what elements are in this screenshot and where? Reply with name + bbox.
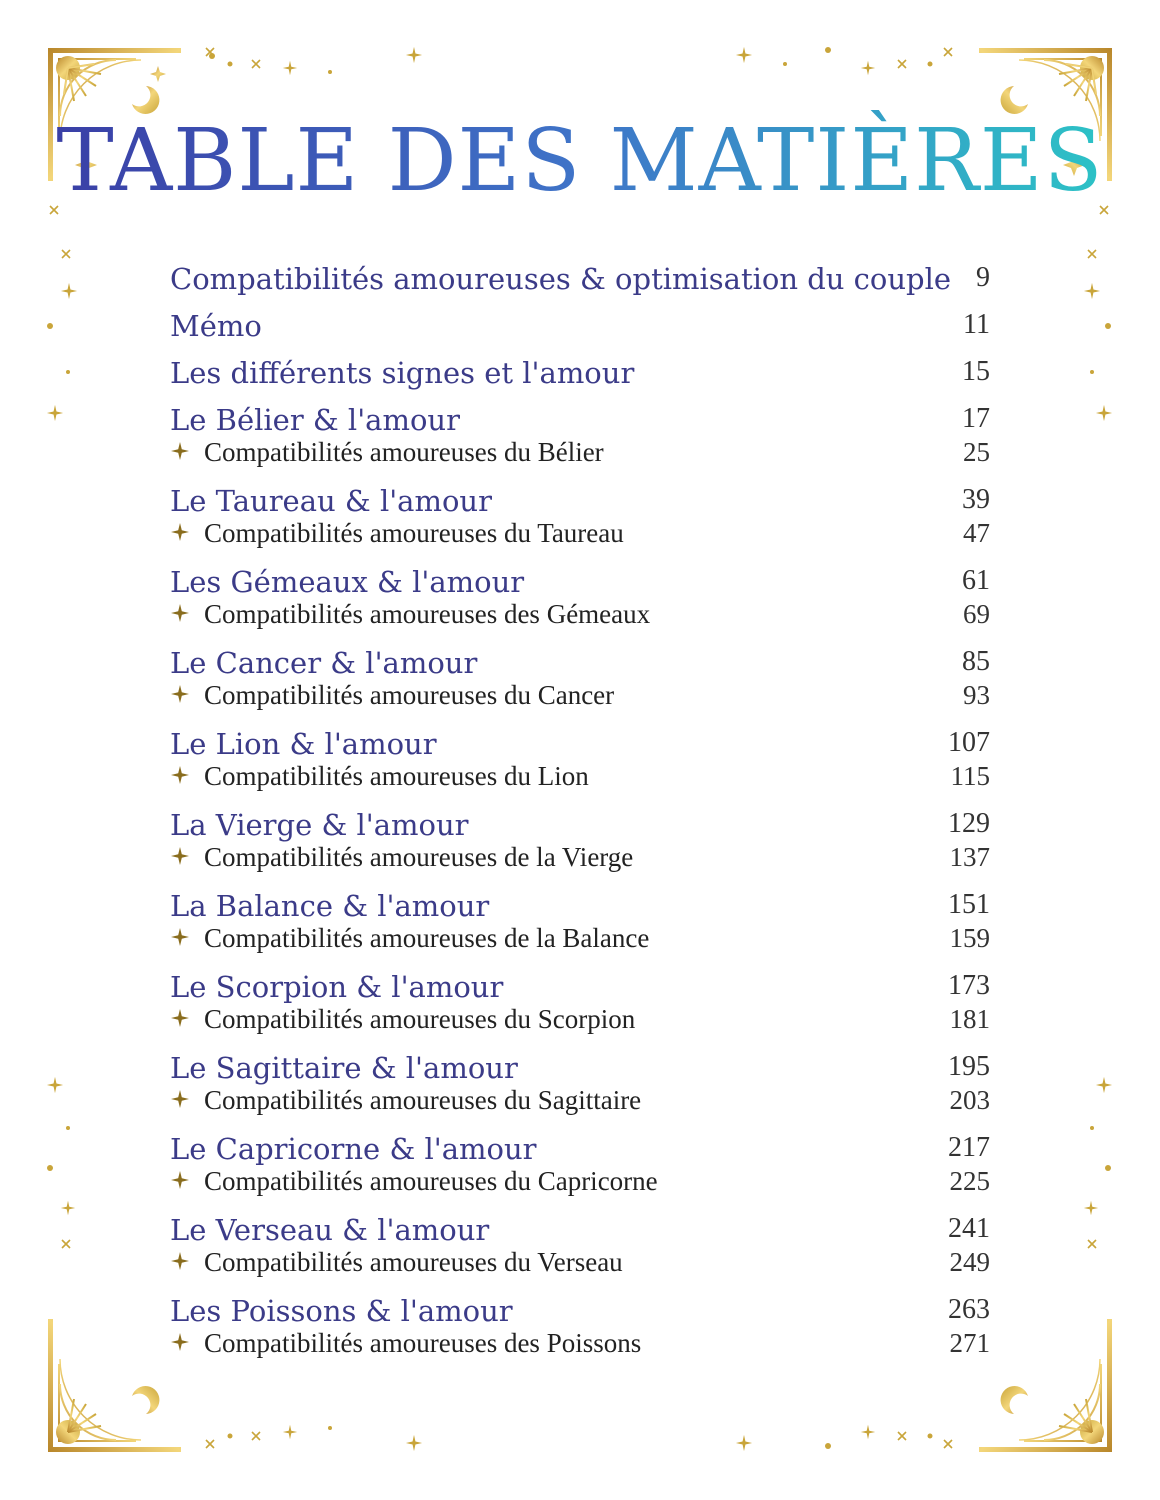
page-title-svg xyxy=(56,92,1104,222)
toc-entry-page-number: 47 xyxy=(963,518,990,548)
toc-entry-label: Compatibilités amoureuses de la Vierge xyxy=(204,842,634,872)
toc-subentry[interactable] xyxy=(170,599,990,633)
toc-entry-label: Compatibilités amoureuses des Gémeaux xyxy=(204,599,651,629)
toc-subentry[interactable] xyxy=(170,923,990,957)
toc-entry-label: Les différents signes et l'amour xyxy=(170,356,635,390)
toc-subentry[interactable] xyxy=(170,1328,990,1362)
toc-entry-label: Les Poissons & l'amour xyxy=(170,1294,513,1328)
page-title xyxy=(0,92,1160,222)
toc-entry-page-number: 115 xyxy=(950,761,990,791)
toc-entry[interactable] xyxy=(170,808,990,842)
four-point-star-icon xyxy=(170,765,190,785)
toc-entry[interactable] xyxy=(170,565,990,599)
toc-entry-label: Compatibilités amoureuses du Taureau xyxy=(204,518,624,548)
toc-entry[interactable] xyxy=(170,309,990,343)
toc-list xyxy=(170,262,990,1362)
toc-entry-page-number: 217 xyxy=(948,1132,990,1163)
toc-entry[interactable] xyxy=(170,1294,990,1328)
four-point-star-icon xyxy=(170,1251,190,1271)
toc-subentry[interactable] xyxy=(170,1004,990,1038)
toc-entry-page-number: 93 xyxy=(963,680,990,710)
toc-subentry[interactable] xyxy=(170,680,990,714)
toc-entry-page-number: 15 xyxy=(962,356,990,387)
toc-entry-page-number: 25 xyxy=(963,437,990,467)
toc-entry[interactable] xyxy=(170,970,990,1004)
toc-entry-label: Compatibilités amoureuses & optimisation du couple xyxy=(170,262,952,296)
toc-entry-page-number: 17 xyxy=(962,403,990,434)
toc-subentry[interactable] xyxy=(170,1085,990,1119)
page-title-text: TABLE DES MATIÈRES xyxy=(56,111,1104,211)
toc-entry[interactable] xyxy=(170,484,990,518)
four-point-star-icon xyxy=(170,1170,190,1190)
four-point-star-icon xyxy=(170,441,190,461)
toc-entry[interactable] xyxy=(170,1213,990,1247)
toc-entry-page-number: 173 xyxy=(948,970,990,1001)
toc-entry-label: Compatibilités amoureuses du Sagittaire xyxy=(204,1085,642,1115)
toc-entry-page-number: 69 xyxy=(963,599,990,629)
toc-entry-label: Compatibilités amoureuses du Verseau xyxy=(204,1247,623,1277)
four-point-star-icon xyxy=(170,1089,190,1109)
toc-subentry[interactable] xyxy=(170,1247,990,1281)
toc-subentry[interactable] xyxy=(170,518,990,552)
toc-entry-label: Le Lion & l'amour xyxy=(170,727,437,761)
toc-entry-label: La Balance & l'amour xyxy=(170,889,490,923)
toc-entry[interactable] xyxy=(170,403,990,437)
toc-entry-label: La Vierge & l'amour xyxy=(170,808,469,842)
four-point-star-icon xyxy=(170,1332,190,1352)
toc-subentry[interactable] xyxy=(170,1166,990,1200)
four-point-star-icon xyxy=(170,684,190,704)
toc-entry[interactable] xyxy=(170,356,990,390)
toc-entry-page-number: 129 xyxy=(948,808,990,839)
toc-entry-label: Compatibilités amoureuses du Lion xyxy=(204,761,589,791)
four-point-star-icon xyxy=(170,846,190,866)
toc-entry-label: Le Capricorne & l'amour xyxy=(170,1132,537,1166)
toc-entry-page-number: 271 xyxy=(949,1328,990,1358)
toc-entry[interactable] xyxy=(170,1132,990,1166)
toc-entry-label: Le Bélier & l'amour xyxy=(170,403,460,437)
toc-entry[interactable] xyxy=(170,262,990,296)
toc-entry-page-number: 39 xyxy=(962,484,990,515)
toc-entry[interactable] xyxy=(170,646,990,680)
toc-entry[interactable] xyxy=(170,1051,990,1085)
toc-entry-label: Le Taureau & l'amour xyxy=(170,484,492,518)
toc-entry-label: Compatibilités amoureuses de la Balance xyxy=(204,923,650,953)
toc-entry-page-number: 195 xyxy=(948,1051,990,1082)
toc-entry-page-number: 181 xyxy=(949,1004,990,1034)
toc-entry-label: Les Gémeaux & l'amour xyxy=(170,565,525,599)
toc-entry-page-number: 159 xyxy=(949,923,990,953)
toc-entry-page-number: 225 xyxy=(949,1166,990,1196)
toc-entry[interactable] xyxy=(170,727,990,761)
toc-entry-page-number: 203 xyxy=(949,1085,990,1115)
toc-subentry[interactable] xyxy=(170,761,990,795)
toc-entry-page-number: 137 xyxy=(949,842,990,872)
toc-entry-page-number: 11 xyxy=(963,309,990,340)
toc-entry-page-number: 263 xyxy=(948,1294,990,1325)
four-point-star-icon xyxy=(170,927,190,947)
toc-entry[interactable] xyxy=(170,889,990,923)
toc-entry-label: Mémo xyxy=(170,309,262,343)
toc-entry-label: Le Verseau & l'amour xyxy=(170,1213,490,1247)
toc-subentry[interactable] xyxy=(170,842,990,876)
toc-entry-label: Compatibilités amoureuses du Capricorne xyxy=(204,1166,658,1196)
toc-entry-label: Le Scorpion & l'amour xyxy=(170,970,504,1004)
toc-entry-page-number: 241 xyxy=(948,1213,990,1244)
toc-entry-page-number: 85 xyxy=(962,646,990,677)
toc-entry-label: Compatibilités amoureuses du Bélier xyxy=(204,437,604,467)
four-point-star-icon xyxy=(170,603,190,623)
toc-entry-page-number: 107 xyxy=(948,727,990,758)
toc-entry-label: Le Sagittaire & l'amour xyxy=(170,1051,518,1085)
toc-entry-label: Compatibilités amoureuses du Cancer xyxy=(204,680,615,710)
toc-entry-page-number: 61 xyxy=(962,565,990,596)
toc-entry-label: Compatibilités amoureuses du Scorpion xyxy=(204,1004,636,1034)
toc-subentry[interactable] xyxy=(170,437,990,471)
four-point-star-icon xyxy=(170,1008,190,1028)
toc-entry-label: Le Cancer & l'amour xyxy=(170,646,478,680)
toc-entry-page-number: 151 xyxy=(948,889,990,920)
toc-entry-label: Compatibilités amoureuses des Poissons xyxy=(204,1328,642,1358)
toc-entry-page-number: 9 xyxy=(976,262,990,293)
four-point-star-icon xyxy=(170,522,190,542)
toc-entry-page-number: 249 xyxy=(949,1247,990,1277)
